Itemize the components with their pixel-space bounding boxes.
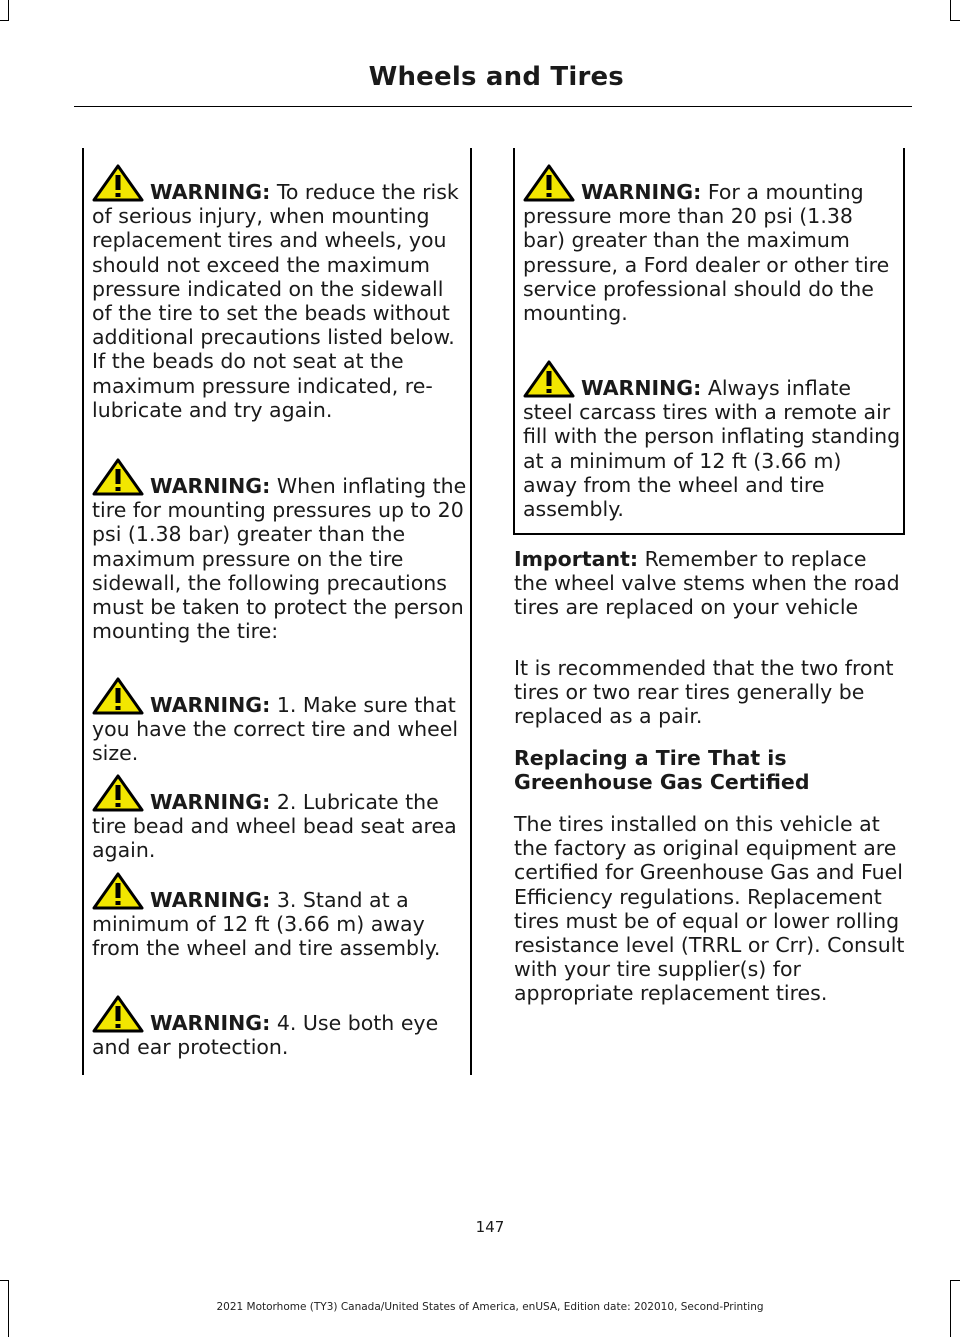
page-number: 147 [475, 1218, 505, 1236]
warning-triangle-icon [523, 164, 575, 202]
warning-4: WARNING: 2. Lubricate the tire bead and wheel bead seat area again. [92, 774, 467, 863]
important-note [514, 547, 906, 620]
page-title: Wheels and Tires [368, 62, 624, 92]
warning-2: WARNING: When inflating the tire for mounting pressures up to 20 psi (1.38 bar) greater than the maximum pressure on the tire sidewall, the following precautions must be taken to protect the person mounting the tire: [92, 458, 467, 643]
warning-triangle-icon [92, 872, 144, 910]
crop-mark-bottom-right-h [950, 1280, 960, 1281]
header-rule [74, 106, 912, 107]
warning-triangle-icon [92, 677, 144, 715]
warning-6: WARNING: 4. Use both eye and ear protection. [92, 995, 467, 1059]
paragraph-pair: It is recommended that the two front tires or two rear tires generally be replaced as a pair. [514, 656, 894, 729]
warning-8: WARNING: Always inflate steel carcass tires with a remote air fill with the person inflating standing at a minimum of 12 ft (3.66 m) away from the wheel and tire assembly. [523, 360, 901, 521]
crop-mark-bottom-left-h [0, 1280, 9, 1281]
warning-triangle-icon [92, 458, 144, 496]
important-text: Remember to replace the wheel valve stems when the road tires are replaced on your vehicle [514, 547, 900, 620]
warning-1: WARNING: To reduce the risk of serious injury, when mounting replacement tires and wheels, you should not exceed the maximum pressure indicated on the sidewall of the tire to set the beads without additional precautions listed below. If the beads do not seat at the maximum pressure indicated, re-lubricate and try again. [92, 164, 467, 422]
crop-mark-top-left-h [0, 20, 9, 21]
crop-mark-top-left [8, 0, 9, 20]
warning-5: WARNING: 3. Stand at a minimum of 12 ft (3.66 m) away from the wheel and tire assembly. [92, 872, 467, 961]
crop-mark-top-right-h [950, 20, 960, 21]
warning-3: WARNING: 1. Make sure that you have the correct tire and wheel size. [92, 677, 467, 766]
warning-triangle-icon [92, 995, 144, 1033]
section-heading: Replacing a Tire That is Greenhouse Gas Certified [514, 746, 810, 795]
warning-triangle-icon [92, 774, 144, 812]
left-warning-box [82, 148, 472, 1075]
right-warning-box [513, 148, 905, 535]
warning-triangle-icon [92, 164, 144, 202]
paragraph-ghg: The tires installed on this vehicle at the factory as original equipment are certified for Greenhouse Gas and Fuel Efficiency regulations. Replacement tires must be of equal or lower rolling resistance level (TRRL or Crr). Consult with your tire supplier(s) for appropriate replacement tires. [514, 812, 905, 1006]
warning-triangle-icon [523, 360, 575, 398]
crop-mark-top-right [950, 0, 951, 20]
footer-edition: 2021 Motorhome (TY3) Canada/United States of America, enUSA, Edition date: 202010, Second-Printing [216, 1301, 764, 1313]
warning-7: WARNING: For a mounting pressure more than 20 psi (1.38 bar) greater than the maximum pressure, a Ford dealer or other tire service professional should do the mounting. [523, 164, 901, 325]
important-label: Important: [514, 547, 639, 571]
